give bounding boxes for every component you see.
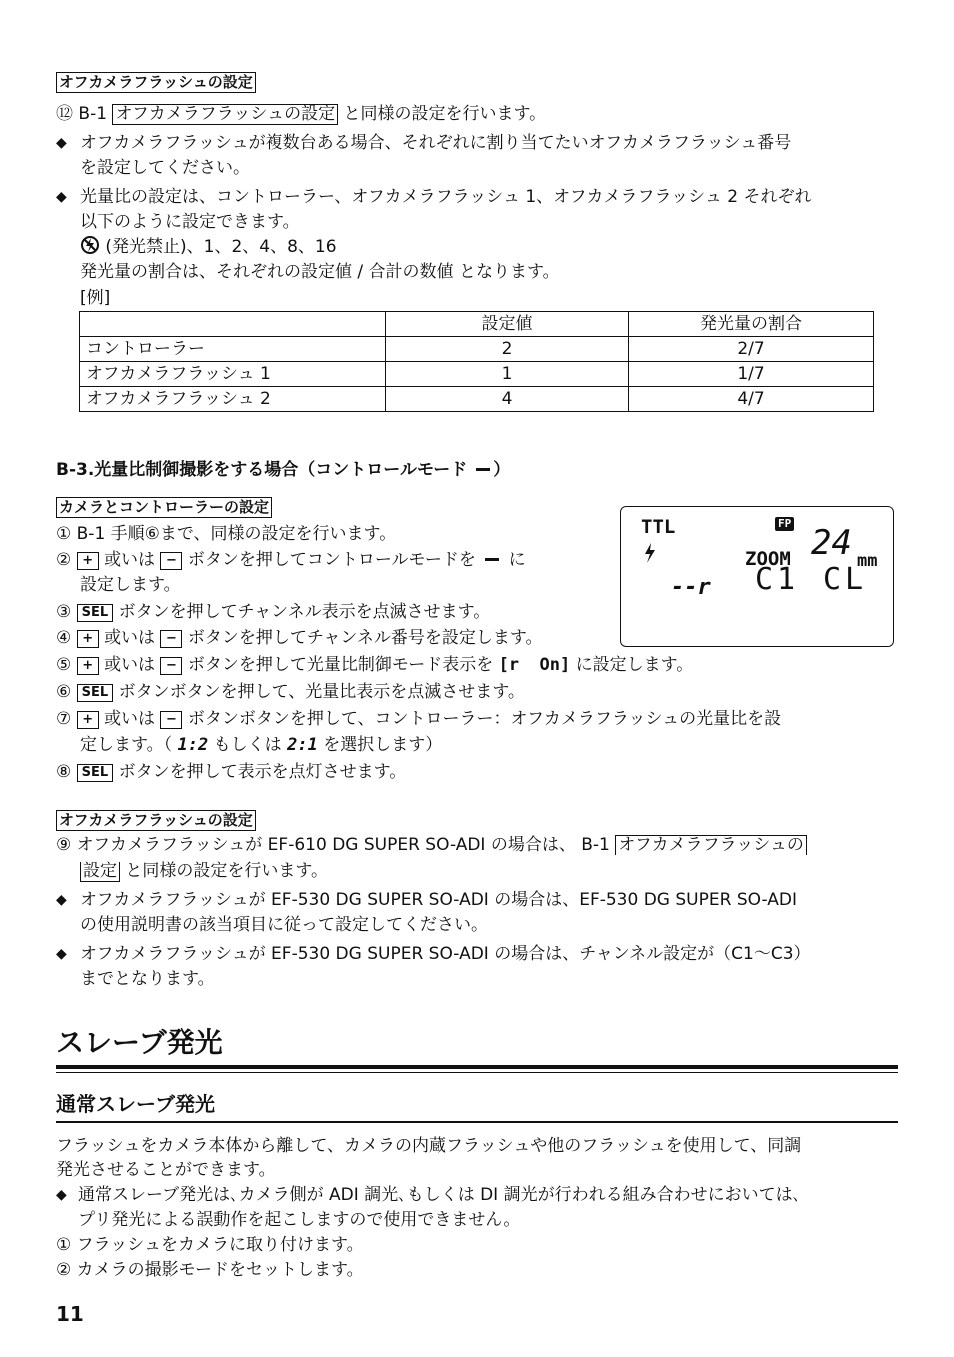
step-2-slave: ② カメラの撮影モードをセットします。 — [56, 1260, 364, 1280]
step-7 — [56, 707, 781, 732]
step-number: ⑤ — [56, 655, 72, 675]
bullet-diamond-icon: ◆ — [56, 946, 67, 962]
step-number: ⑦ — [56, 709, 72, 729]
step-9 — [56, 833, 807, 858]
step-text: ⑨ オフカメラフラッシュが EF-610 DG SUPER SO-ADI の場合は、 B-1 — [56, 835, 610, 855]
plus-button-icon: + — [77, 630, 99, 648]
values-text: (発光禁止)、1、2、4、8、16 — [105, 237, 337, 257]
paragraph: 発光させることができます。 — [56, 1160, 276, 1180]
lightning-icon — [643, 543, 657, 563]
step-4 — [56, 626, 543, 651]
step-text: と同様の設定を行います。 — [343, 104, 547, 124]
table-header-cell — [80, 312, 386, 337]
table-cell: オフカメラフラッシュ 2 — [80, 387, 386, 412]
table-cell: 1/7 — [629, 362, 874, 387]
bullet-text: を設定してください。 — [80, 158, 250, 178]
bullet-text: 以下のように設定できます。 — [80, 212, 300, 232]
lcd-cl: CL — [823, 562, 868, 597]
ratio-table — [79, 311, 874, 412]
section-heading-off-camera: オフカメラフラッシュの設定 — [56, 72, 256, 93]
paragraph: フラッシュをカメラ本体から離して、カメラの内蔵フラッシュや他のフラッシュを使用して、同調 — [56, 1136, 802, 1156]
step-ref: B-1 — [78, 104, 108, 124]
table-row — [80, 362, 874, 387]
sel-button-icon: SEL — [77, 604, 114, 622]
subtitle-rule — [56, 1121, 898, 1123]
step-number: ③ — [56, 602, 72, 622]
lcd-zoom-unit: mm — [857, 551, 878, 571]
table-cell: オフカメラフラッシュ 1 — [80, 362, 386, 387]
step-6 — [56, 680, 525, 705]
table-header-cell: 発光量の割合 — [629, 312, 874, 337]
subheading-camera-controller: カメラとコントローラーの設定 — [56, 497, 272, 518]
title-rule-thick — [56, 1065, 898, 1069]
step-8 — [56, 760, 406, 785]
chapter-title: スレーブ発光 — [56, 1026, 223, 1059]
lcd-ttl: TTL — [641, 516, 676, 538]
reference-box: オフカメラフラッシュの設定 — [112, 104, 338, 125]
step-number: ⑧ — [56, 762, 72, 782]
step-1: ① B-1 手順⑥まで、同様の設定を行います。 — [56, 524, 397, 544]
bullet-text: 通常スレーブ発光は､カメラ側が ADI 調光､もしくは DI 調光が行われる組み合わせにおいては､ — [78, 1185, 802, 1205]
bullet-text: プリ発光による誤動作を起こしますので使用できません。 — [78, 1210, 521, 1230]
bullet-diamond-icon: ◆ — [56, 189, 67, 205]
bullet-text: の使用説明書の該当項目に従って設定してください。 — [80, 915, 488, 935]
bullet-text: 光量比の設定は、コントローラー、オフカメラフラッシュ 1、オフカメラフラッシュ 2 それぞれ — [80, 187, 812, 207]
minus-symbol-icon — [485, 558, 499, 561]
reference-box: 設定 — [80, 862, 120, 882]
table-header-cell: 設定値 — [386, 312, 629, 337]
table-cell: 2 — [386, 337, 629, 362]
step-text: を選択します） — [323, 735, 443, 755]
minus-button-icon: − — [160, 630, 182, 648]
table-row — [80, 387, 874, 412]
table-cell: 4 — [386, 387, 629, 412]
minus-symbol-icon — [476, 468, 490, 471]
table-header-row — [80, 312, 874, 337]
lcd-mode: --r — [671, 575, 711, 600]
step-text: ボタンを押してチャンネル表示を点滅させます。 — [118, 602, 491, 622]
plus-button-icon: + — [77, 552, 99, 570]
bullet-diamond-icon: ◆ — [56, 135, 67, 151]
table-cell: 2/7 — [629, 337, 874, 362]
step-number: ② — [56, 550, 72, 570]
rn-display: [r On] — [498, 655, 571, 675]
step-text: 或いは — [104, 709, 156, 729]
step-text: 定します。（ — [80, 735, 173, 755]
step-3 — [56, 600, 490, 625]
values-line — [80, 235, 337, 260]
table-row — [80, 337, 874, 362]
step-number: ⑫ — [56, 104, 73, 124]
flash-disabled-icon — [80, 235, 100, 255]
sel-button-icon: SEL — [77, 684, 114, 702]
step-text: ボタンを押して表示を点灯させます。 — [118, 762, 407, 782]
minus-button-icon: − — [160, 711, 182, 729]
step-text: ボタンを押して光量比制御モード表示を — [187, 655, 494, 675]
subsection-title: 通常スレーブ発光 — [56, 1092, 215, 1116]
lcd-zoom-label: ZOOM — [745, 548, 791, 570]
step-text: ボタンボタンを押して、コントローラー：オフカメラフラッシュの光量比を設 — [187, 709, 782, 729]
step-text: 或いは — [104, 655, 156, 675]
plus-button-icon: + — [77, 657, 99, 675]
table-cell: コントローラー — [80, 337, 386, 362]
step-text: と同様の設定を行います。 — [125, 861, 329, 881]
title-rule-thin — [56, 1072, 898, 1073]
bullet-text: オフカメラフラッシュが EF-530 DG SUPER SO-ADI の場合は、EF-530 DG SUPER SO-ADI — [80, 890, 797, 910]
bullet-text: オフカメラフラッシュが EF-530 DG SUPER SO-ADI の場合は、チャンネル設定が（C1〜C3） — [80, 944, 811, 964]
step-text: 或いは — [104, 628, 156, 648]
example-label: [例] — [80, 288, 111, 308]
minus-button-icon: − — [160, 657, 182, 675]
lcd-fp-badge: FP — [775, 517, 794, 531]
step-number: ④ — [56, 628, 72, 648]
plus-button-icon: + — [77, 711, 99, 729]
lcd-zoom-value: 24 — [811, 523, 852, 563]
bullet-diamond-icon: ◆ — [56, 1187, 67, 1203]
step-text: ボタンを押してチャンネル番号を設定します。 — [187, 628, 543, 648]
step-5 — [56, 653, 693, 678]
ratio-21-display: 2:1 — [287, 735, 318, 755]
bullet-text: までとなります。 — [80, 969, 215, 989]
step-text: ボタンを押してコントロールモードを — [187, 550, 476, 570]
section-title-b3 — [56, 458, 510, 483]
sel-button-icon: SEL — [77, 764, 114, 782]
step-text: もしくは — [213, 735, 282, 755]
step-12 — [56, 102, 546, 127]
step-7-line2 — [80, 733, 442, 758]
step-number: ⑥ — [56, 682, 72, 702]
bullet-diamond-icon: ◆ — [56, 892, 67, 908]
step-9-line2 — [80, 859, 328, 884]
section-heading-off-camera-2: オフカメラフラッシュの設定 — [56, 810, 256, 831]
table-cell: 4/7 — [629, 387, 874, 412]
table-cell: 1 — [386, 362, 629, 387]
bullet-text: オフカメラフラッシュが複数台ある場合、それぞれに割り当てたいオフカメラフラッシュ番号 — [80, 133, 792, 153]
step-2 — [56, 548, 526, 573]
step-text: に設定します。 — [575, 655, 694, 675]
step-text: に — [508, 550, 526, 570]
ratio-12-display: 1:2 — [177, 735, 209, 755]
ratio-line: 発光量の割合は、それぞれの設定値 / 合計の数値 となります。 — [80, 262, 560, 282]
step-1-slave: ① フラッシュをカメラに取り付けます。 — [56, 1235, 364, 1255]
minus-button-icon: − — [160, 552, 182, 570]
lcd-channel: C1 — [755, 562, 800, 597]
step-text: 或いは — [104, 550, 156, 570]
step-text: ボタンボタンを押して、光量比表示を点滅させます。 — [118, 682, 525, 702]
section-title-text: B-3.光量比制御撮影をする場合（コントロールモード — [56, 460, 474, 480]
page-number: 11 — [56, 1302, 84, 1326]
section-title-end: ） — [493, 460, 511, 480]
step-2-line2: 設定します。 — [80, 575, 181, 595]
reference-box: オフカメラフラッシュの — [615, 835, 807, 855]
lcd-panel — [620, 506, 894, 647]
